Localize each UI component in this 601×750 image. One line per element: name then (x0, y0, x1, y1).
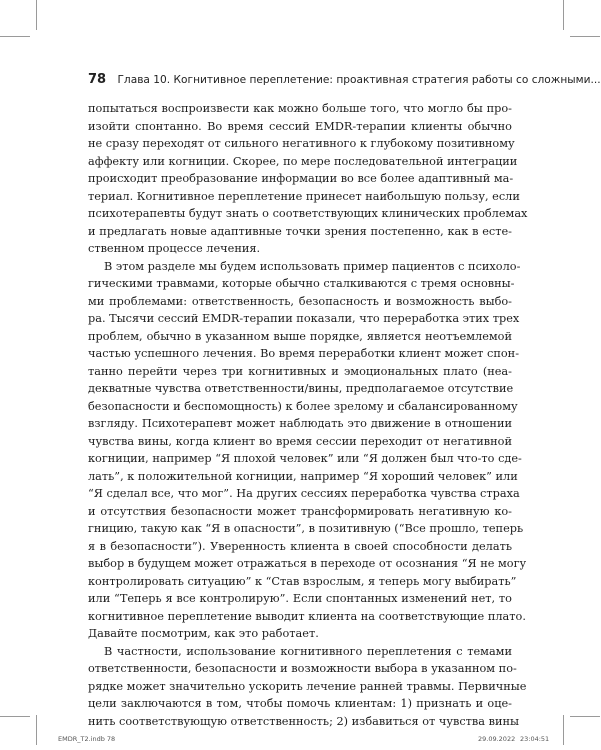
text-line: психотерапевты будут знать о соответствующих клинических проблемах (88, 207, 528, 220)
text-line: Давайте посмотрим, как это работает. (88, 627, 319, 640)
text-line: выбор в будущем может отражаться в переходе от осознания “Я не могу (88, 557, 527, 570)
text-line: териал. Когнитивное переплетение принесет наибольшую пользу, если (88, 189, 520, 203)
text-line: чувства вины, когда клиент во время сессии переходит от негативной (88, 434, 512, 448)
text-line: попытаться воспроизвести как можно больше того, что могло бы про- (88, 102, 512, 115)
text-line: лать”, к положительной когниции, например “Я хороший человек” или (88, 469, 518, 483)
text-line: или “Теперь я все контролирую”. Если спонтанных изменений нет, то (88, 592, 512, 605)
text-line: гическими травмами, которые обычно сталкиваются с тремя основны- (88, 277, 515, 290)
chapter-title: Глава 10. Когнитивное переплетение: проактивная стратегия работы со сложными... (117, 74, 601, 86)
crop-mark-top-left-h (0, 36, 30, 37)
text-line: ответственности, безопасности и возможности выбора в указанном по- (88, 662, 517, 675)
text-line: происходит преобразование информации во все более адаптивный ма- (88, 172, 514, 185)
page-number: 78 (88, 72, 107, 87)
text-line: гницию, такую как “Я в опасности”, в позитивную (“Все прошло, теперь (88, 522, 524, 535)
text-line: рядке может значительно ускорить лечение ранней травмы. Первичные (88, 679, 527, 693)
text-line: цели заключаются в том, чтобы помочь клиентам: 1) признать и оце- (88, 697, 512, 710)
crop-mark-top-left (36, 0, 37, 30)
slug-file: EMDR_T2.indb 78 (58, 735, 116, 743)
slug-time: 23:04:51 (520, 735, 550, 743)
text-line: когниции, например “Я плохой человек” или “Я должен был что-то сде- (88, 452, 522, 465)
running-head (88, 72, 601, 87)
crop-mark-bottom-right (563, 715, 564, 745)
text-line: танно перейти через три когнитивных и эмоциональных плато (неа- (88, 364, 512, 378)
paragraph (88, 643, 527, 731)
text-line: взгляду. Психотерапевт может наблюдать это движение в отношении (88, 417, 512, 430)
text-line: я в безопасности”). Уверенность клиента в своей способности делать (88, 539, 512, 553)
text-line: контролировать ситуацию” к “Став взрослым, я теперь могу выбирать” (88, 574, 517, 588)
text-line: В этом разделе мы будем использовать пример пациентов с психоло- (104, 259, 521, 273)
body-text (88, 100, 528, 730)
text-line: декватные чувства ответственности/вины, предполагаемое отсутствие (88, 382, 514, 395)
text-line: ра. Тысячи сессий EMDR-терапии показали, что переработка этих трех (88, 312, 520, 325)
crop-mark-bottom-right-h (570, 716, 600, 717)
text-line: и предлагать новые адаптивные точки зрения постепенно, как в есте- (88, 224, 512, 238)
text-line: частью успешного лечения. Во время переработки клиент может спон- (88, 347, 520, 360)
text-line: ственном процессе лечения. (88, 242, 261, 255)
crop-mark-bottom-left-h (0, 716, 30, 717)
text-line: когнитивное переплетение выводит клиента на соответствующие плато. (88, 609, 526, 623)
text-line: изойти спонтанно. Во время сессий EMDR-терапии клиенты обычно (88, 119, 512, 133)
crop-mark-top-right-h (570, 36, 600, 37)
text-line: и отсутствия безопасности может трансформировать негативную ко- (88, 504, 512, 518)
paragraph (88, 100, 528, 258)
text-line: ми проблемами: ответственность, безопасность и возможность выбо- (88, 294, 512, 308)
slug-date: 29.09.2022 (478, 735, 516, 743)
paragraph (88, 258, 527, 643)
text-line: не сразу переходят от сильного негативного к глубокому позитивному (88, 137, 515, 150)
text-line: нить соответствующую ответственность; 2) избавиться от чувства вины (88, 714, 520, 728)
text-line: безопасности и беспомощность) к более зрелому и сбалансированному (88, 399, 518, 413)
text-line: “Я сделал все, что мог”. На других сессиях переработка чувства страха (88, 487, 520, 500)
crop-mark-top-right (563, 0, 564, 30)
crop-mark-bottom-left (36, 715, 37, 745)
text-line: В частности, использование когнитивного переплетения с темами (104, 644, 512, 658)
text-line: аффекту или когниции. Скорее, по мере последовательной интеграции (88, 154, 518, 168)
text-line: проблем, обычно в указанном выше порядке, является неотъемлемой (88, 329, 512, 343)
